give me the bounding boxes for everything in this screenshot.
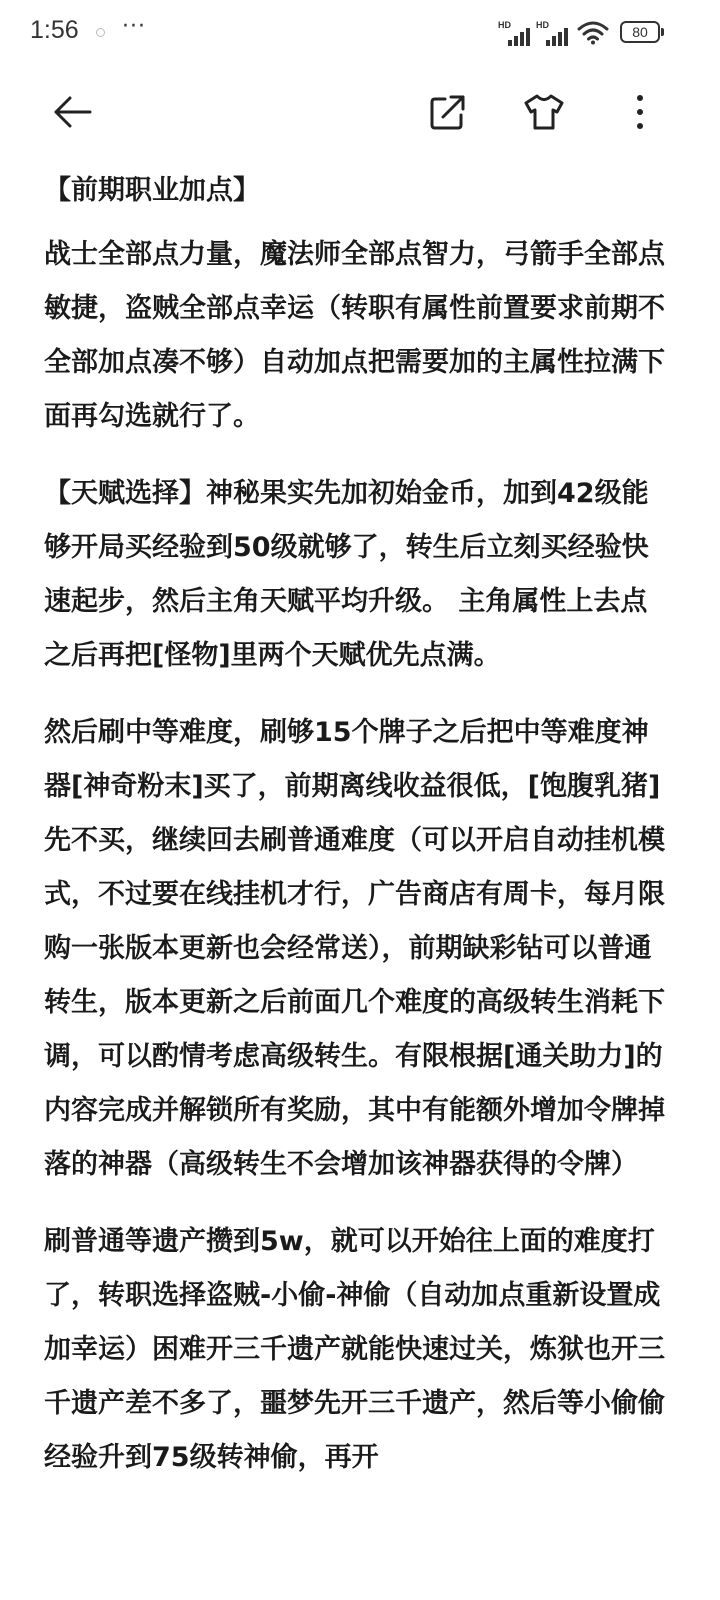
more-options-button[interactable] [610,76,670,148]
status-bar [0,0,720,66]
hd-label: HD [498,20,511,30]
back-arrow-icon [50,94,94,130]
battery-icon: 80 [620,21,660,43]
hd-label: HD [536,20,549,30]
more-notifications-icon: ··· [122,14,146,39]
theme-button[interactable] [514,76,574,148]
article-paragraph: 【天赋选择】神秘果实先加初始金币，加到42级能够开局买经验到50级就够了，转生后立刻买经验快速起步，然后主角天赋平均升级。 主角属性上去点之后再把[怪物]里两个天赋优先点满。 [44,478,649,671]
share-external-icon [429,93,467,131]
signal-icon [536,20,570,50]
top-toolbar [0,76,720,152]
back-button[interactable] [42,76,102,148]
signal-icon [498,20,532,50]
more-vertical-icon [635,94,645,130]
article-content [44,164,668,1508]
article-paragraph: 然后刷中等难度，刷够15个牌子之后把中等难度神器[神奇粉末]买了，前期离线收益很低，[饱腹乳猪]先不买，继续回去刷普通难度（可以开启自动挂机模式，不过要在线挂机才行，广告商店有周卡，每月限购一张版本更新也会经常送），前期缺彩钻可以普通转生，版本更新之后前面几个难度的高级转生消耗下调，可以酌情考虑高级转生。有限根据[通关助力]的内容完成并解锁所有奖励，其中有能额外增加令牌掉落的神器（高级转生不会增加该神器获得的令牌） [44,717,665,1180]
section-heading: 【前期职业加点】 [44,175,260,206]
notification-dot-icon [96,28,105,37]
share-button[interactable] [418,76,478,148]
article-paragraph: 战士全部点力量，魔法师全部点智力，弓箭手全部点敏捷，盗贼全部点幸运（转职有属性前置要求前期不全部加点凑不够）自动加点把需要加的主属性拉满下面再勾选就行了。 [44,239,665,432]
status-time: 1:56 [30,16,79,44]
article-paragraph: 刷普通等遗产攒到5w，就可以开始往上面的难度打了，转职选择盗贼-小偷-神偷（自动加点重新设置成加幸运）困难开三千遗产就能快速过关，炼狱也开三千遗产差不多了，噩梦先开三千遗产，然后等小偷偷经验升到75级转神偷，再开 [44,1226,665,1473]
wifi-icon [577,21,609,45]
tshirt-icon [523,93,565,131]
